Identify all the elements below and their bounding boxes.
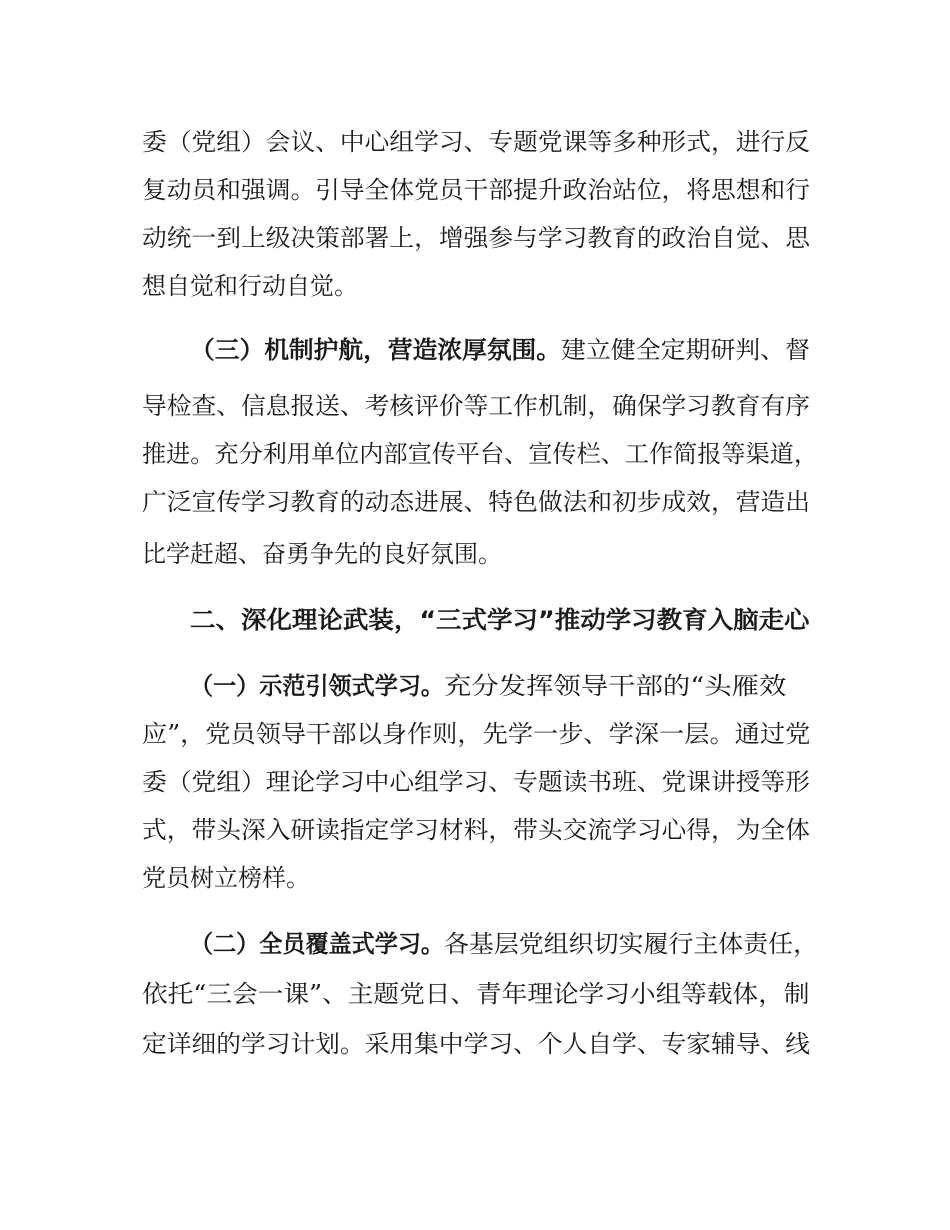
paragraph-2-line-2 <box>0 386 950 426</box>
paragraph-2-text: 建立健全定期研判、督 <box>561 336 810 364</box>
paragraph-2-line-1 <box>0 330 950 370</box>
paragraph-1-line-2 <box>0 170 950 210</box>
paragraph-3-line-1 <box>0 666 950 706</box>
paragraph-1-text: 复动员和强调。引导全体党员干部提升政治站位，将思想和行 <box>142 176 810 204</box>
paragraph-2-line-3 <box>0 434 950 474</box>
paragraph-1-text: 动统一到上级决策部署上，增强参与学习教育的政治自觉、思 <box>142 224 810 252</box>
paragraph-1-text: 想自觉和行动自觉。 <box>142 272 358 300</box>
paragraph-1-line-4 <box>0 266 950 306</box>
paragraph-2-text: 广泛宣传学习教育的动态进展、特色做法和初步成效，营造出 <box>142 488 810 516</box>
paragraph-4-line-3 <box>0 1024 950 1064</box>
paragraph-4-text: 定详细的学习计划。采用集中学习、个人自学、专家辅导、线 <box>142 1030 810 1058</box>
paragraph-4-line-2 <box>0 974 950 1014</box>
paragraph-3-text: 党员树立榜样。 <box>142 864 310 892</box>
paragraph-2-text: 导检查、信息报送、考核评价等工作机制，确保学习教育有序 <box>142 392 810 420</box>
paragraph-3-line-5 <box>0 858 950 898</box>
paragraph-3-text: 委（党组）理论学习中心组学习、专题读书班、党课讲授等形 <box>142 768 810 796</box>
paragraph-2-text: 比学赶超、奋勇争先的良好氛围。 <box>142 540 502 568</box>
paragraph-3-line-2 <box>0 714 950 754</box>
paragraph-4-text: 各基层党组织切实履行主体责任， <box>444 930 818 958</box>
paragraph-1-line-1 <box>0 122 950 162</box>
paragraph-3-heading: （一）示范引领式学习。 <box>190 672 444 700</box>
paragraph-3-line-4 <box>0 810 950 850</box>
paragraph-2-heading: （三）机制护航，营造浓厚氛围。 <box>190 336 561 364</box>
paragraph-3-text: 式，带头深入研读指定学习材料，带头交流学习心得，为全体 <box>142 816 810 844</box>
section-heading: 二、深化理论武装，“三式学习”推动学习教育入脑走心 <box>190 606 810 634</box>
paragraph-4-heading: （二）全员覆盖式学习。 <box>190 930 444 958</box>
section-heading-line <box>0 600 950 640</box>
paragraph-2-text: 推进。充分利用单位内部宣传平台、宣传栏、工作简报等渠道， <box>142 440 818 468</box>
paragraph-2-line-4 <box>0 482 950 522</box>
paragraph-4-text: 依托“三会一课”、主题党日、青年理论学习小组等载体，制 <box>142 980 810 1008</box>
paragraph-1-line-3 <box>0 218 950 258</box>
paragraph-4-line-1 <box>0 924 950 964</box>
paragraph-1-text: 委（党组）会议、中心组学习、专题党课等多种形式，进行反 <box>142 128 810 156</box>
paragraph-3-line-3 <box>0 762 950 802</box>
paragraph-3-text: 应”，党员领导干部以身作则，先学一步、学深一层。通过党 <box>142 720 811 748</box>
paragraph-2-line-5 <box>0 534 950 574</box>
paragraph-3-text: 充分发挥领导干部的“头雁效 <box>444 672 787 700</box>
